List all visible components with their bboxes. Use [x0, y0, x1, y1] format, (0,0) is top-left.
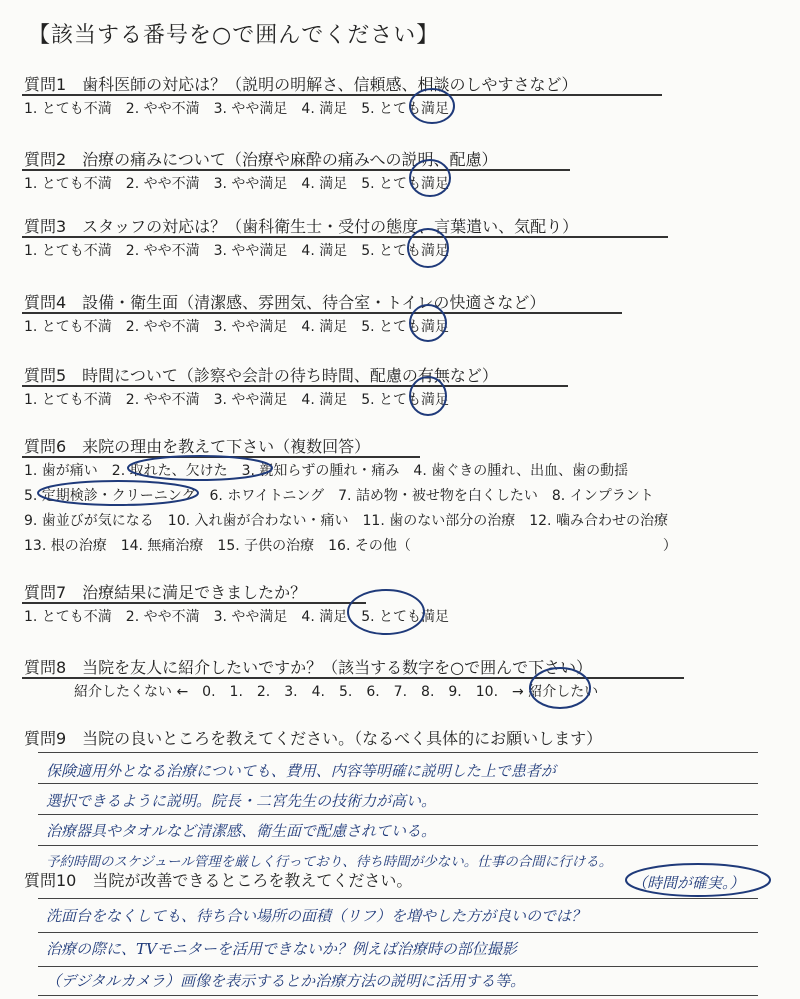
q10-answer-line-3[interactable]: （デジタルカメラ）画像を表示するとか治療方法の説明に活用する等。 [46, 972, 526, 990]
circle-q6-option-2 [128, 456, 272, 480]
q9-answer-line-1[interactable]: 保険適用外となる治療についても、費用、内容等明確に説明した上で患者が [46, 762, 556, 780]
circle-q8-answer-10 [530, 668, 590, 708]
q9-answer-line-3[interactable]: 治療器具やタオルなど清潔感、衛生面で配慮されている。 [46, 822, 437, 840]
question-6-label: 質問6 来院の理由を教えて下さい（複数回答） [24, 437, 371, 456]
question-6-options-line-1[interactable]: 1. 歯が痛い 2. 取れた、欠けた 3. 親知らずの腫れ・痛み 4. 歯ぐきの腫れ、出血、歯の動揺 [24, 463, 629, 479]
circle-q6-option-5 [38, 481, 198, 505]
q9-answer-line-2[interactable]: 選択できるように説明。院長・二宮先生の技術力が高い。 [46, 792, 437, 810]
question-8-scale[interactable]: 紹介したくない ← 0. 1. 2. 3. 4. 5. 6. 7. 8. 9. 10. → 紹介したい [74, 684, 599, 700]
question-4-options[interactable]: 1. とても不満 2. やや不満 3. やや満足 4. 満足 5. とても満足 [24, 319, 450, 335]
q10-answer-line-1[interactable]: 洗面台をなくしても、待ち合い場所の面積（リフ）を増やした方が良いのでは？ [46, 907, 587, 925]
question-6-options-line-2[interactable]: 5. 定期検診・クリーニング 6. ホワイトニング 7. 詰め物・被せ物を白くしたい 8. インプラント [24, 488, 654, 504]
question-7-label: 質問7 治療結果に満足できましたか？ [24, 583, 307, 602]
question-1-options[interactable]: 1. とても不満 2. やや不満 3. やや満足 4. 満足 5. とても満足 [24, 101, 450, 117]
question-8-label: 質問8 当院を友人に紹介したいですか？（該当する数字を○で囲んで下さい） [24, 658, 593, 677]
circle-q2-answer-5 [410, 160, 450, 196]
circle-q9-note [626, 864, 770, 896]
circle-q4-answer-5 [410, 305, 446, 341]
page-title: 【該当する番号を○で囲んでください】 [28, 23, 440, 48]
question-3-options[interactable]: 1. とても不満 2. やや不満 3. やや満足 4. 満足 5. とても満足 [24, 243, 450, 259]
circle-q7-answer-4 [348, 590, 424, 634]
question-7-options[interactable]: 1. とても不満 2. やや不満 3. やや満足 4. 満足 5. とても満足 [24, 609, 450, 625]
q9-answer-line-4[interactable]: 予約時間のスケジュール管理を厳しく行っており、待ち時間が少ない。仕事の合間に行ける。 [46, 854, 613, 870]
circle-q3-answer-5 [408, 229, 448, 267]
question-5-label: 質問5 時間について（診察や会計の待ち時間、配慮の有無など） [24, 366, 498, 385]
question-2-options[interactable]: 1. とても不満 2. やや不満 3. やや満足 4. 満足 5. とても満足 [24, 176, 450, 192]
q10-answer-line-2[interactable]: 治療の際に、TVモニターを活用できないか？例えば治療時の部位撮影 [46, 940, 517, 958]
question-6-options-line-4[interactable]: 13. 根の治療 14. 無痛治療 15. 子供の治療 16. その他（ ） [24, 538, 677, 554]
circle-q5-answer-5 [410, 377, 446, 415]
circle-q1-answer-5 [410, 89, 454, 123]
question-10-label: 質問10 当院が改善できるところを教えてください。 [24, 871, 413, 890]
question-6-options-line-3[interactable]: 9. 歯並びが気になる 10. 入れ歯が合わない・痛い 11. 歯のない部分の治療 12. 噛み合わせの治療 [24, 513, 668, 529]
question-5-options[interactable]: 1. とても不満 2. やや不満 3. やや満足 4. 満足 5. とても満足 [24, 392, 450, 408]
question-2-label: 質問2 治療の痛みについて（治療や麻酔の痛みへの説明、配慮） [24, 150, 498, 169]
q9-answer-line-5[interactable]: （時間が確実。） [632, 874, 745, 892]
question-9-label: 質問9 当院の良いところを教えてください。（なるべく具体的にお願いします） [24, 729, 603, 748]
question-3-label: 質問3 スタッフの対応は？（歯科衛生士・受付の態度、言葉遣い、気配り） [24, 217, 579, 236]
question-4-label: 質問4 設備・衛生面（清潔感、雰囲気、待合室・トイレの快適さなど） [24, 293, 546, 312]
question-1-label: 質問1 歯科医師の対応は？（説明の明解さ、信頼感、相談のしやすさなど） [24, 75, 578, 94]
